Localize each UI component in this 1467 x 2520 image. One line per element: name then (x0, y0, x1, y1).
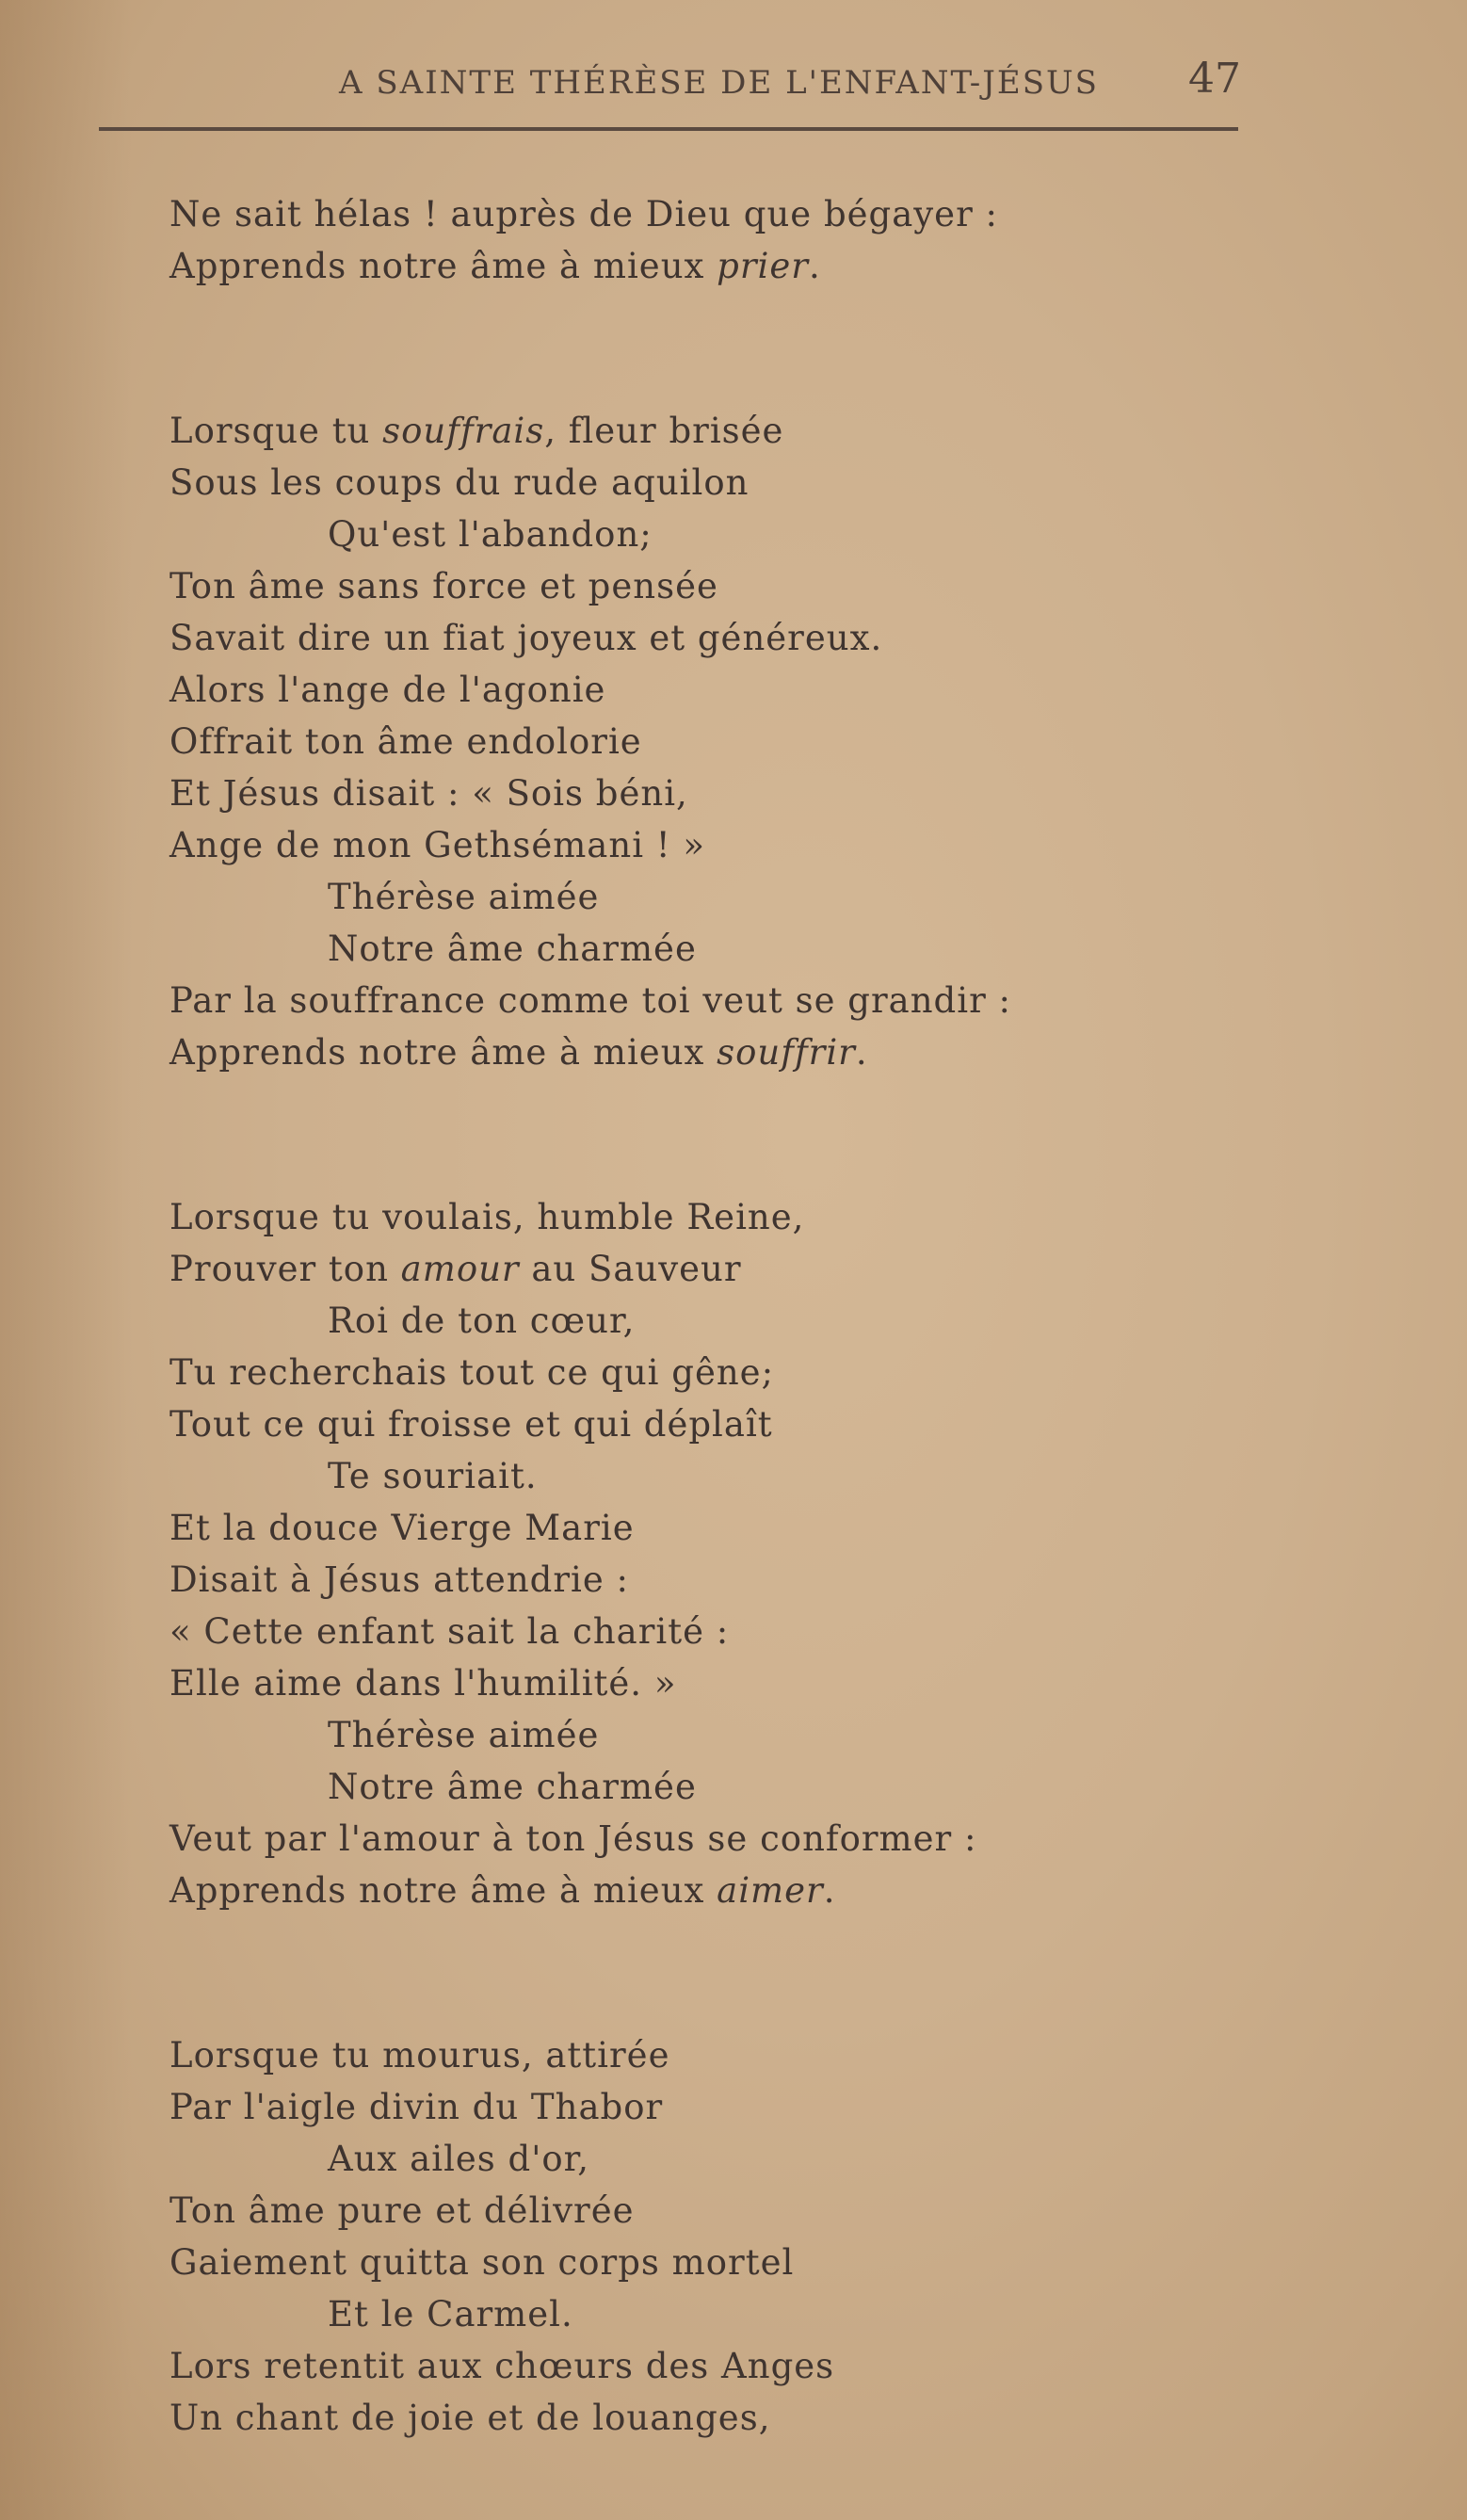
verse-line-indented: Te souriait. (328, 1456, 538, 1496)
verse-line: Savait dire un fiat joyeux et généreux. (169, 618, 883, 658)
page-number: 47 (1188, 55, 1241, 103)
verse-line: Ange de mon Gethsémani ! » (169, 825, 706, 865)
verse-line: Gaiement quitta son corps mortel (169, 2242, 795, 2283)
verse-line: Tout ce qui froisse et qui déplaît (169, 1404, 773, 1445)
verse-line: Tu recherchais tout ce qui gêne; (169, 1352, 775, 1393)
verse-line: Elle aime dans l'humilité. » (169, 1663, 677, 1704)
verse-line: Ton âme sans force et pensée (169, 566, 718, 606)
verse-line: Sous les coups du rude aquilon (169, 462, 750, 503)
verse-line: Lors retentit aux chœurs des Anges (169, 2346, 835, 2386)
verse-line: « Cette enfant sait la charité : (169, 1611, 730, 1652)
header-rule (99, 127, 1238, 131)
verse-line: Prouver ton amour au Sauveur (169, 1249, 742, 1289)
verse-line-indented: Thérèse aimée (328, 1715, 600, 1755)
verse-line: Ne sait hélas ! auprès de Dieu que bégayer : (169, 194, 998, 234)
verse-line: Apprends notre âme à mieux prier. (169, 246, 821, 286)
verse-line-indented: Notre âme charmée (328, 929, 697, 969)
verse-line: Disait à Jésus attendrie : (169, 1559, 629, 1600)
verse-line: Un chant de joie et de louanges, (169, 2398, 771, 2438)
verse-line-indented: Notre âme charmée (328, 1767, 697, 1807)
verse-line: Apprends notre âme à mieux souffrir. (169, 1032, 868, 1073)
verse-line: Lorsque tu souffrais, fleur brisée (169, 411, 784, 451)
verse-line: Veut par l'amour à ton Jésus se conformer : (169, 1818, 977, 1859)
verse-line-indented: Aux ailes d'or, (328, 2139, 590, 2179)
verse-line-indented: Roi de ton cœur, (328, 1300, 636, 1341)
stanza-break (169, 1916, 1346, 2029)
verse-line: Lorsque tu voulais, humble Reine, (169, 1197, 805, 1237)
verse-line: Apprends notre âme à mieux aimer. (169, 1870, 836, 1911)
verse-line: Par la souffrance comme toi veut se grandir : (169, 980, 1011, 1021)
verse-line: Et la douce Vierge Marie (169, 1508, 635, 1548)
verse-line-indented: Thérèse aimée (328, 877, 600, 917)
verse-line-indented: Qu'est l'abandon; (328, 514, 653, 555)
verse-line: Alors l'ange de l'agonie (169, 670, 606, 710)
verse-line-indented: Et le Carmel. (328, 2294, 573, 2334)
poem-text (169, 188, 1346, 2438)
verse-line: Offrait ton âme endolorie (169, 721, 642, 762)
page-edge-shadow (0, 0, 132, 2520)
verse-line: Et Jésus disait : « Sois béni, (169, 773, 688, 814)
verse-line: Ton âme pure et délivrée (169, 2190, 635, 2231)
running-title: A SAINTE THÉRÈSE DE L'ENFANT-JÉSUS (339, 64, 1099, 102)
verse-line: Lorsque tu mourus, attirée (169, 2035, 670, 2076)
stanza-break (169, 1078, 1346, 1191)
verse-line: Par l'aigle divin du Thabor (169, 2087, 664, 2127)
page-header (0, 55, 1467, 111)
stanza-break (169, 292, 1346, 405)
